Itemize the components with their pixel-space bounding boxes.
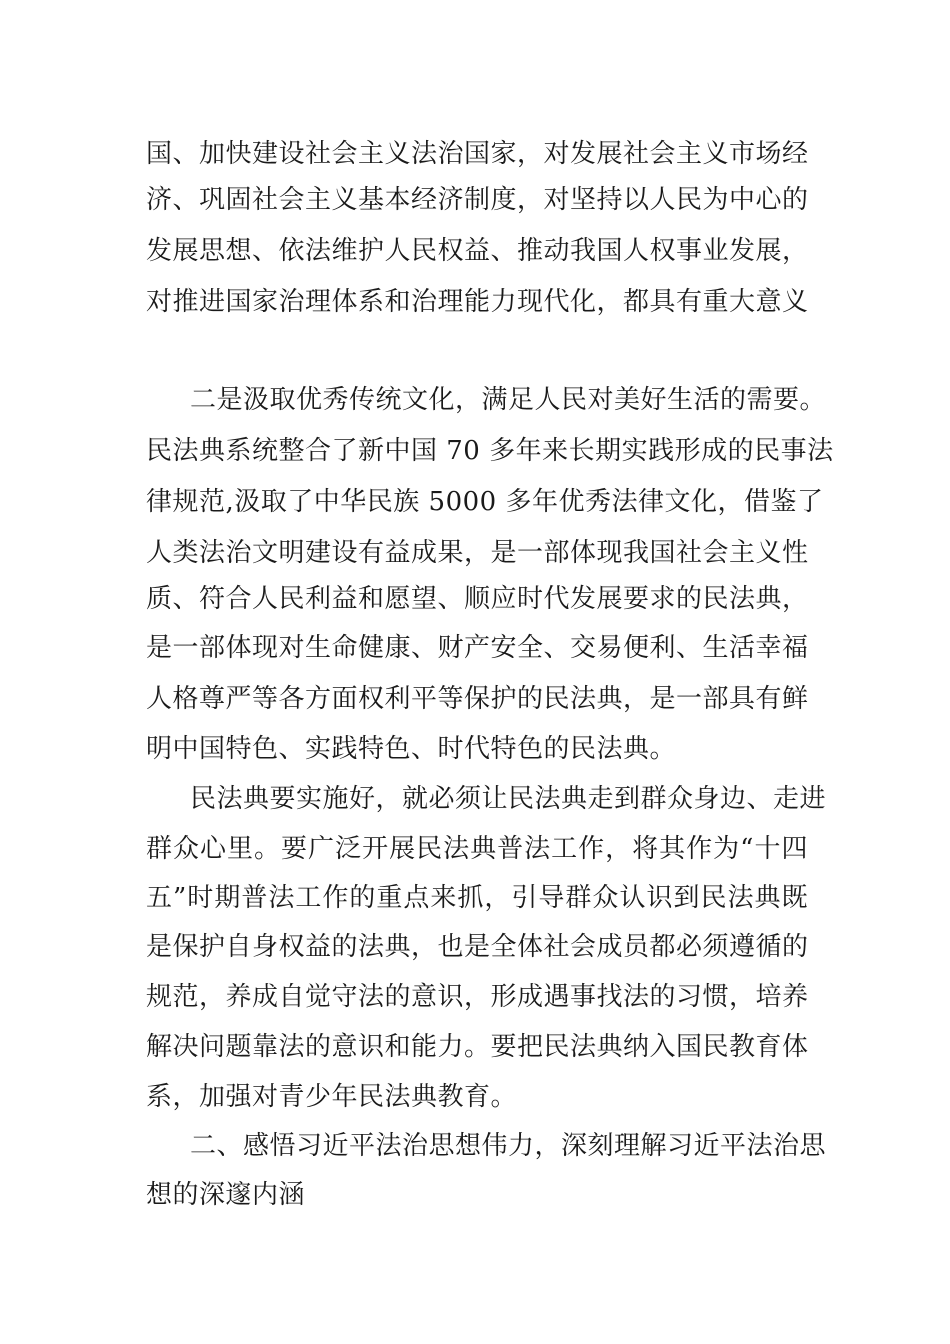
paragraph-line: 群众心里。要广泛开展民法典普法工作，将其作为“十四 [146,834,808,864]
paragraph-line: 五”时期普法工作的重点来抓，引导群众认识到民法典既 [146,883,808,913]
paragraph-line: 系，加强对青少年民法典教育。 [146,1082,518,1112]
paragraph-line: 明中国特色、实践特色、时代特色的民法典。 [146,734,677,764]
section-heading-line: 二、感悟习近平法治思想伟力，深刻理解习近平法治思 [190,1131,827,1161]
paragraph-line: 律规范,汲取了中华民族 5000 多年优秀法律文化，借鉴了 [146,487,824,517]
paragraph-line: 济、巩固社会主义基本经济制度，对坚持以人民为中心的 [146,185,809,215]
paragraph-line: 对推进国家治理体系和治理能力现代化，都具有重大意义 [146,287,809,317]
paragraph-line: 人类法治文明建设有益成果，是一部体现我国社会主义性 [146,538,809,568]
paragraph-line: 二是汲取优秀传统文化，满足人民对美好生活的需要。 [190,385,827,415]
paragraph-line: 发展思想、依法维护人民权益、推动我国人权事业发展， [146,236,809,266]
paragraph-line: 质、符合人民利益和愿望、顺应时代发展要求的民法典， [146,584,809,614]
paragraph-line: 人格尊严等各方面权利平等保护的民法典，是一部具有鲜 [146,684,809,714]
paragraph-line: 规范，养成自觉守法的意识，形成遇事找法的习惯，培养 [146,982,809,1012]
paragraph-line: 民法典系统整合了新中国 70 多年来长期实践形成的民事法 [146,436,834,466]
paragraph-line: 解决问题靠法的意识和能力。要把民法典纳入国民教育体 [146,1032,809,1062]
paragraph-line: 是一部体现对生命健康、财产安全、交易便利、生活幸福 [146,633,809,663]
paragraph-line: 民法典要实施好，就必须让民法典走到群众身边、走进 [190,784,827,814]
paragraph-line: 国、加快建设社会主义法治国家，对发展社会主义市场经 [146,139,809,169]
paragraph-line: 是保护自身权益的法典，也是全体社会成员都必须遵循的 [146,932,809,962]
section-heading-line: 想的深邃内涵 [146,1180,306,1210]
